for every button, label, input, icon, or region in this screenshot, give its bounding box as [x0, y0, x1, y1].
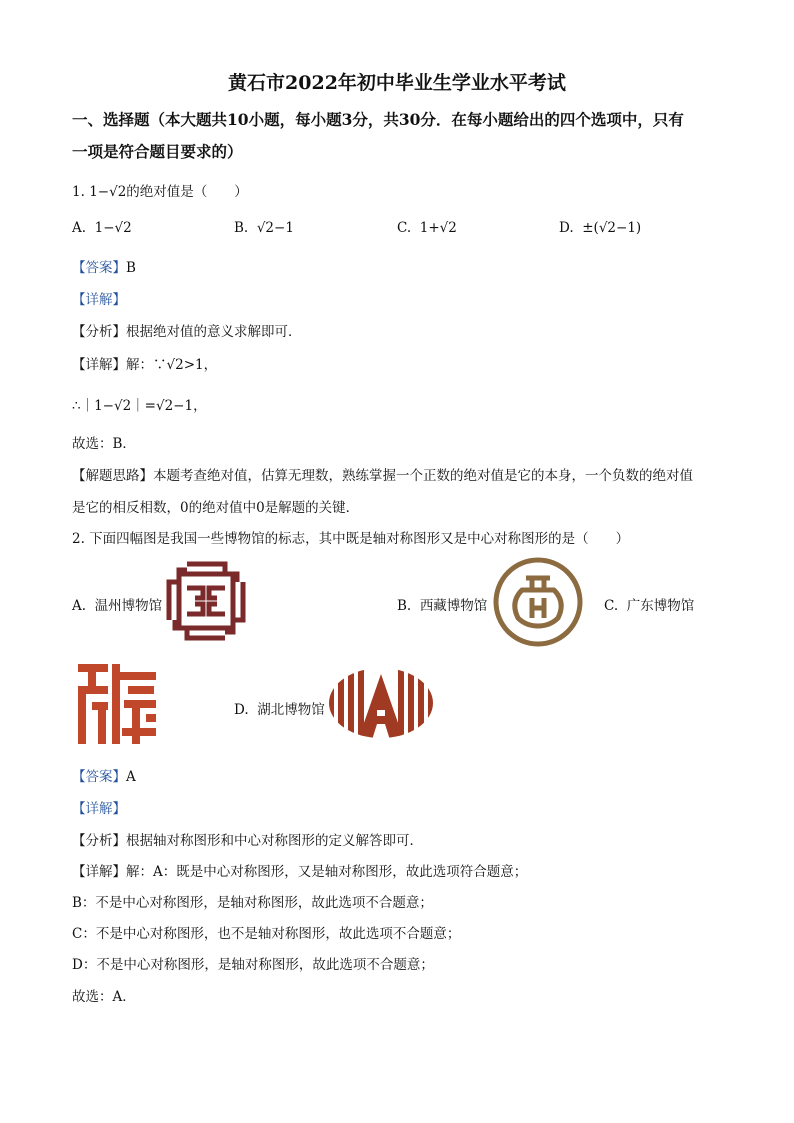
q1-idea-line2: 是它的相反相数，0的绝对值中0是解题的关键． — [72, 500, 360, 516]
q1-analysis — [72, 320, 302, 340]
option-letter: A. — [72, 220, 87, 236]
section-heading-line2: 一项是符合题目要求的） — [72, 142, 243, 161]
idea-label: 【解题思路】 — [72, 468, 153, 484]
option-letter: D. — [559, 220, 574, 236]
q2-choose: 故选：A． — [72, 989, 136, 1005]
detail-text: 解：∵√2>1， — [126, 357, 218, 373]
option-letter: A. — [72, 598, 87, 614]
q2-option-a-label — [72, 594, 162, 614]
q1-option-b — [234, 220, 294, 236]
detail-text: 解：A：既是中心对称图形，又是轴对称图形，故此选项符合题意； — [126, 864, 528, 880]
analysis-label: 【分析】 — [72, 833, 126, 849]
q1-detail-header: 【详解】 — [72, 292, 126, 308]
option-letter: D. — [234, 702, 249, 718]
answer-label: 【答案】 — [72, 769, 126, 785]
q1-therefore: ∴｜1−√2｜=√2−1， — [72, 398, 207, 414]
answer-value: B — [126, 260, 136, 276]
q2-option-b-label — [397, 594, 487, 614]
q1-stem-text: 的绝对值是（ ） — [126, 184, 248, 200]
tibet-museum-logo-icon — [76, 662, 160, 746]
option-text: 西藏博物馆 — [419, 598, 488, 614]
section-heading-line1: 一、选择题（本大题共10小题，每小题3分，共30分．在每小题给出的四个选项中，只有 — [72, 110, 684, 129]
q2-line-b: B：不是中心对称图形，是轴对称图形，故此选项不合题意； — [72, 895, 433, 911]
q1-choose: 故选：B． — [72, 436, 136, 452]
option-text: 温州博物馆 — [94, 598, 163, 614]
q1-answer — [72, 256, 136, 276]
option-letter: B. — [397, 598, 412, 614]
q2-analysis — [72, 829, 423, 849]
guangdong-museum-logo-icon — [492, 556, 584, 648]
wenzhou-museum-logo-icon — [165, 560, 247, 642]
detail-label: 【详解】 — [72, 357, 126, 373]
idea-text: 本题考查绝对值，估算无理数，熟练掌握一个正数的绝对值是它的本身，一个负数的绝对值 — [153, 468, 693, 484]
q1-number: 1. — [72, 184, 85, 200]
q1-stem-expression: 1−√2 — [89, 184, 127, 200]
answer-value: A — [126, 769, 136, 785]
analysis-label: 【分析】 — [72, 324, 126, 340]
option-text: √2−1 — [256, 220, 294, 236]
page-title: 黄石市2022年初中毕业生学业水平考试 — [228, 72, 566, 94]
option-text: ±(√2−1) — [582, 220, 642, 236]
analysis-text: 根据轴对称图形和中心对称图形的定义解答即可． — [126, 833, 423, 849]
option-text: 1+√2 — [419, 220, 457, 236]
q1-option-c — [397, 220, 457, 236]
q2-option-c-label — [604, 594, 694, 614]
q2-detail — [72, 860, 527, 880]
q2-answer — [72, 765, 136, 785]
q1-stem — [72, 180, 248, 200]
option-letter: B. — [234, 220, 249, 236]
q1-idea-line1 — [72, 464, 693, 484]
q2-detail-header: 【详解】 — [72, 801, 126, 817]
q1-option-d — [559, 220, 641, 236]
q1-detail — [72, 353, 217, 373]
q2-option-d-label — [234, 698, 325, 718]
analysis-text: 根据绝对值的意义求解即可． — [126, 324, 302, 340]
q2-stem: 2. 下面四幅图是我国一些博物馆的标志，其中既是轴对称图形又是中心对称图形的是（ ） — [72, 531, 630, 547]
answer-label: 【答案】 — [72, 260, 126, 276]
option-text: 广东博物馆 — [626, 598, 695, 614]
option-text: 湖北博物馆 — [257, 702, 325, 718]
q2-line-d: D：不是中心对称图形，是轴对称图形，故此选项不合题意； — [72, 957, 434, 973]
option-letter: C. — [397, 220, 412, 236]
hubei-museum-logo-icon — [328, 666, 434, 740]
detail-label: 【详解】 — [72, 864, 126, 880]
q2-line-c: C：不是中心对称图形，也不是轴对称图形，故此选项不合题意； — [72, 926, 461, 942]
option-letter: C. — [604, 598, 619, 614]
q1-option-a — [72, 220, 132, 236]
option-text: 1−√2 — [94, 220, 132, 236]
